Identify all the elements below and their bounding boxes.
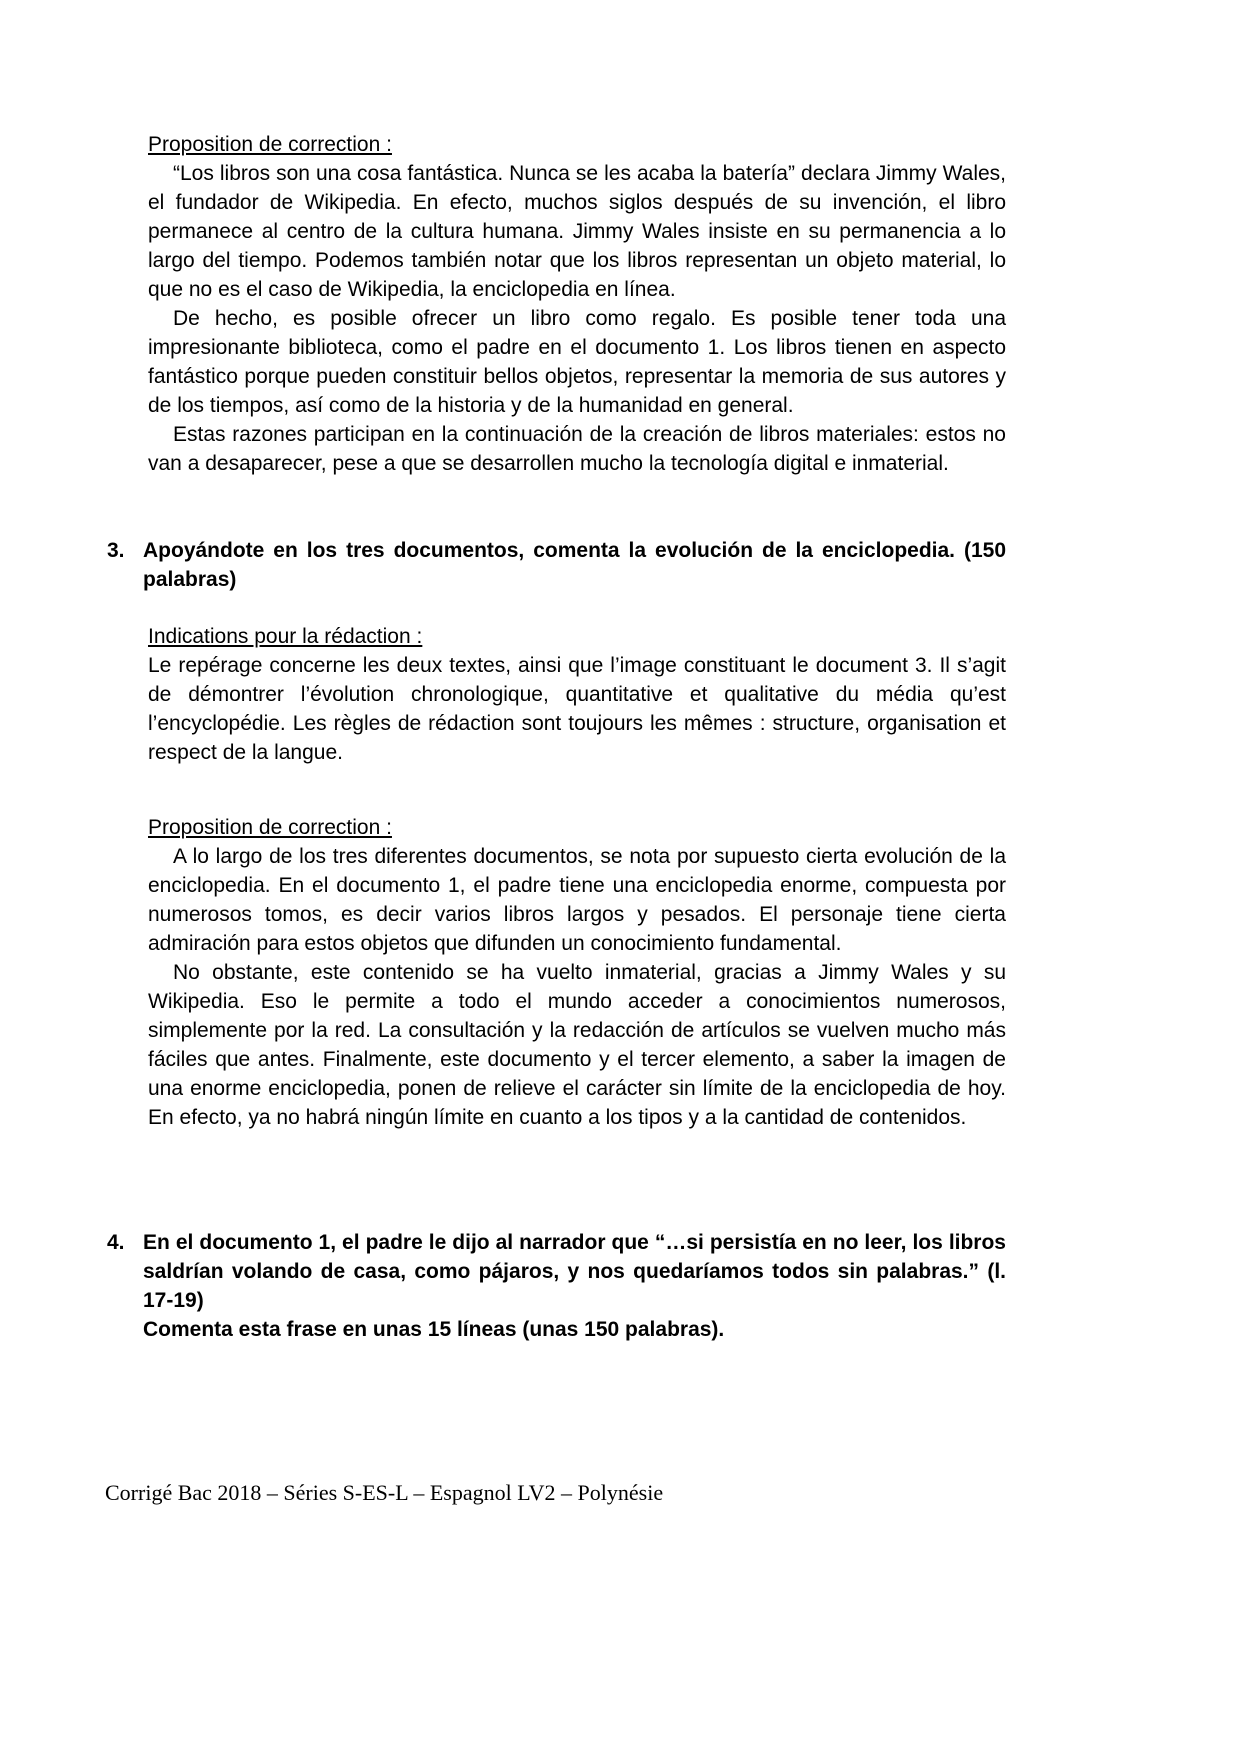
question-4-instruction: Comenta esta frase en unas 15 líneas (unas 150 palabras). [143,1318,725,1341]
indications-heading: Indications pour la rédaction : [148,625,423,648]
document-content [107,130,1006,1344]
question-4-text [143,1228,1006,1344]
question-3-text: Apoyándote en los tres documentos, comenta la evolución de la enciclopedia. (150 palabras) [143,539,1006,591]
correction1-paragraph: De hecho, es posible ofrecer un libro como regalo. Es posible tener toda una impresionante biblioteca, como el padre en el documento 1. Los libros tienen en aspecto fantástico porque pueden constituir bellos objetos, representar la memoria de sus autores y de los tiempos, así como de la historia y de la humanidad en general. [148,307,1006,417]
question-4-quote: En el documento 1, el padre le dijo al narrador que “…si persistía en no leer, los libros saldrían volando de casa, como pájaros, y nos quedaríamos todos sin palabras.” (l. 17-19) [143,1231,1006,1312]
indications-paragraph: Le repérage concerne les deux textes, ainsi que l’image constituant le document 3. Il s’agit de démontrer l’évolution chronologique, quantitative et qualitative du média qu’est l’encyclopédie. Les règles de rédaction sont toujours les mêmes : structure, organisation et respect de la langue. [148,654,1006,764]
page-footer: Corrigé Bac 2018 – Séries S-ES-L – Espagnol LV2 – Polynésie [105,1480,664,1505]
question-4 [107,1228,1006,1344]
correction2-heading: Proposition de correction : [148,816,392,839]
question-4-number: 4. [107,1231,125,1254]
question-3 [107,536,1006,594]
correction2-paragraph: No obstante, este contenido se ha vuelto inmaterial, gracias a Jimmy Wales y su Wikipedia. Eso le permite a todo el mundo acceder a conocimientos numerosos, simplemente por la red. La consultación y la redacción de artículos se vuelven mucho más fáciles que antes. Finalmente, este documento y el tercer elemento, a saber la imagen de una enorme enciclopedia, ponen de relieve el carácter sin límite de la enciclopedia de hoy. En efecto, ya no habrá ningún límite en cuanto a los tipos y a la cantidad de contenidos. [148,961,1006,1129]
correction1-paragraph: Estas razones participan en la continuación de la creación de libros materiales: estos no van a desaparecer, pese a que se desarrollen mucho la tecnología digital e inmaterial. [148,423,1006,475]
correction2-paragraph: A lo largo de los tres diferentes documentos, se nota por supuesto cierta evolución de la enciclopedia. En el documento 1, el padre tiene una enciclopedia enorme, compuesta por numerosos tomos, es decir varios libros largos y pesados. El personaje tiene cierta admiración para estos objetos que difunden un conocimiento fundamental. [148,845,1006,955]
correction1-paragraph: “Los libros son una cosa fantástica. Nunca se les acaba la batería” declara Jimmy Wales, el fundador de Wikipedia. En efecto, muchos siglos después de su invención, el libro permanece al centro de la cultura humana. Jimmy Wales insiste en su permanencia a lo largo del tiempo. Podemos también notar que los libros representan un objeto material, lo que no es el caso de Wikipedia, la enciclopedia en línea. [148,162,1006,301]
question-3-number: 3. [107,539,125,562]
correction1-heading: Proposition de correction : [148,133,392,156]
